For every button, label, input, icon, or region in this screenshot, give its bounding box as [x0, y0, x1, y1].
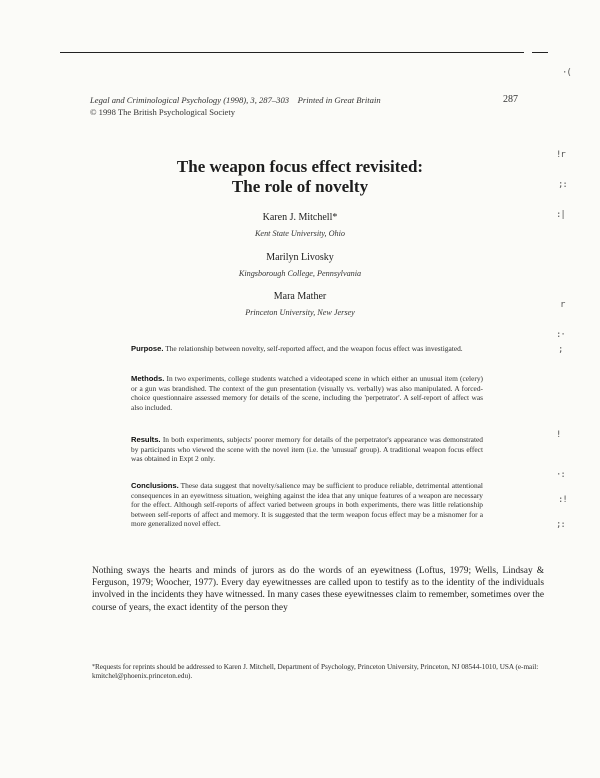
copyright-line: © 1998 The British Psychological Society [90, 107, 236, 117]
abstract-label: Purpose. [131, 344, 164, 353]
scan-artifact: :! [558, 495, 567, 505]
abstract-text: The relationship between novelty, self-reported affect, and the weapon focus effect was investigated. [165, 344, 463, 353]
author-affiliation: Kingsborough College, Pennsylvania [238, 269, 362, 278]
top-rule-fragment [532, 52, 548, 53]
abstract-methods [131, 374, 483, 412]
author-name: Mara Mather [273, 291, 327, 302]
abstract-label: Conclusions. [131, 481, 179, 490]
scan-artifact: :· [556, 330, 565, 340]
abstract-text: In two experiments, college students watched a videotaped scene in which either an unusual item (celery) or a gun was brandished. The context of the gun presentation (visually vs. verbally) was also manipulated. A forced-choice questionnaire assessed memory for details of the scene, including the 'perpetrator'. A self-report of affect was also included. [131, 374, 483, 412]
footnote [92, 663, 544, 682]
printed-in: Printed in Great Britain [297, 95, 381, 105]
abstract-conclusions [131, 481, 483, 529]
scan-artifact: ; [558, 345, 563, 355]
abstract-results [131, 435, 483, 464]
abstract-label: Results. [131, 435, 161, 444]
scan-artifact: ! [556, 430, 561, 440]
author-affiliation: Kent State University, Ohio [254, 229, 346, 238]
abstract-text: These data suggest that novelty/salience may be sufficient to produce reliable, detrimental attentional consequences in an eyewitness situation, weighing against the idea that any unique features of a weapon are necessary for the effect. Although self-reports of affect varied between groups in both experiments, there was little relationship between self-reports of affect and memory. It is suggested that the term weapon focus effect may be a misnomer for a more generalized novel effect. [131, 481, 483, 529]
running-head [90, 94, 550, 118]
scan-artifact: :| [556, 210, 565, 220]
author-affiliation: Princeton University, New Jersey [245, 308, 355, 317]
footnote-text: Requests for reprints should be addressed to Karen J. Mitchell, Department of Psychology, Princeton University, Princeton, NJ 08544-1010, USA (e-mail: kmitchel@phoenix.princeton.edu). [92, 663, 539, 681]
footnote-marker: * [92, 664, 95, 670]
scan-artifact: ·: [556, 470, 565, 480]
abstract-purpose [131, 344, 483, 354]
scan-artifact: ;: [556, 520, 565, 530]
page-number: 287 [503, 94, 518, 105]
body-paragraph: Nothing sways the hearts and minds of jurors as do the words of an eyewitness (Loftus, 1979; Wells, Lindsay & Ferguson, 1979; Woocher, 1977). Every day eyewitnesses are called upon to testify as to the identity of the individuals involved in the incidents they have witnessed. In many cases these eyewitnesses claim to remember, sometimes over the course of years, the exact identity of the person they [92, 566, 544, 613]
abstract-label: Methods. [131, 374, 165, 383]
scan-artifact: ;: [558, 180, 567, 190]
title-line-1: The weapon focus effect revisited: [176, 157, 424, 176]
paper-title [60, 157, 540, 197]
abstract-text: In both experiments, subjects' poorer memory for details of the perpetrator's appearance was demonstrated by participants who viewed the scene with the novel item (i.e. the 'unusual' group). A traditional weapon focus effect was obtained in Expt 2 only. [131, 435, 483, 464]
author-name: Marilyn Livosky [266, 252, 334, 263]
author-name: Karen J. Mitchell* [262, 212, 338, 223]
scan-artifact: ·( [562, 68, 571, 78]
scan-artifact: !r [556, 150, 565, 160]
title-line-2: The role of novelty [231, 177, 369, 196]
scan-artifact: r [560, 300, 565, 310]
top-rule [60, 52, 524, 53]
scan-margin-artifacts [556, 0, 596, 778]
journal-citation: Legal and Criminological Psychology (1998), 3, 287–303 [90, 95, 290, 105]
